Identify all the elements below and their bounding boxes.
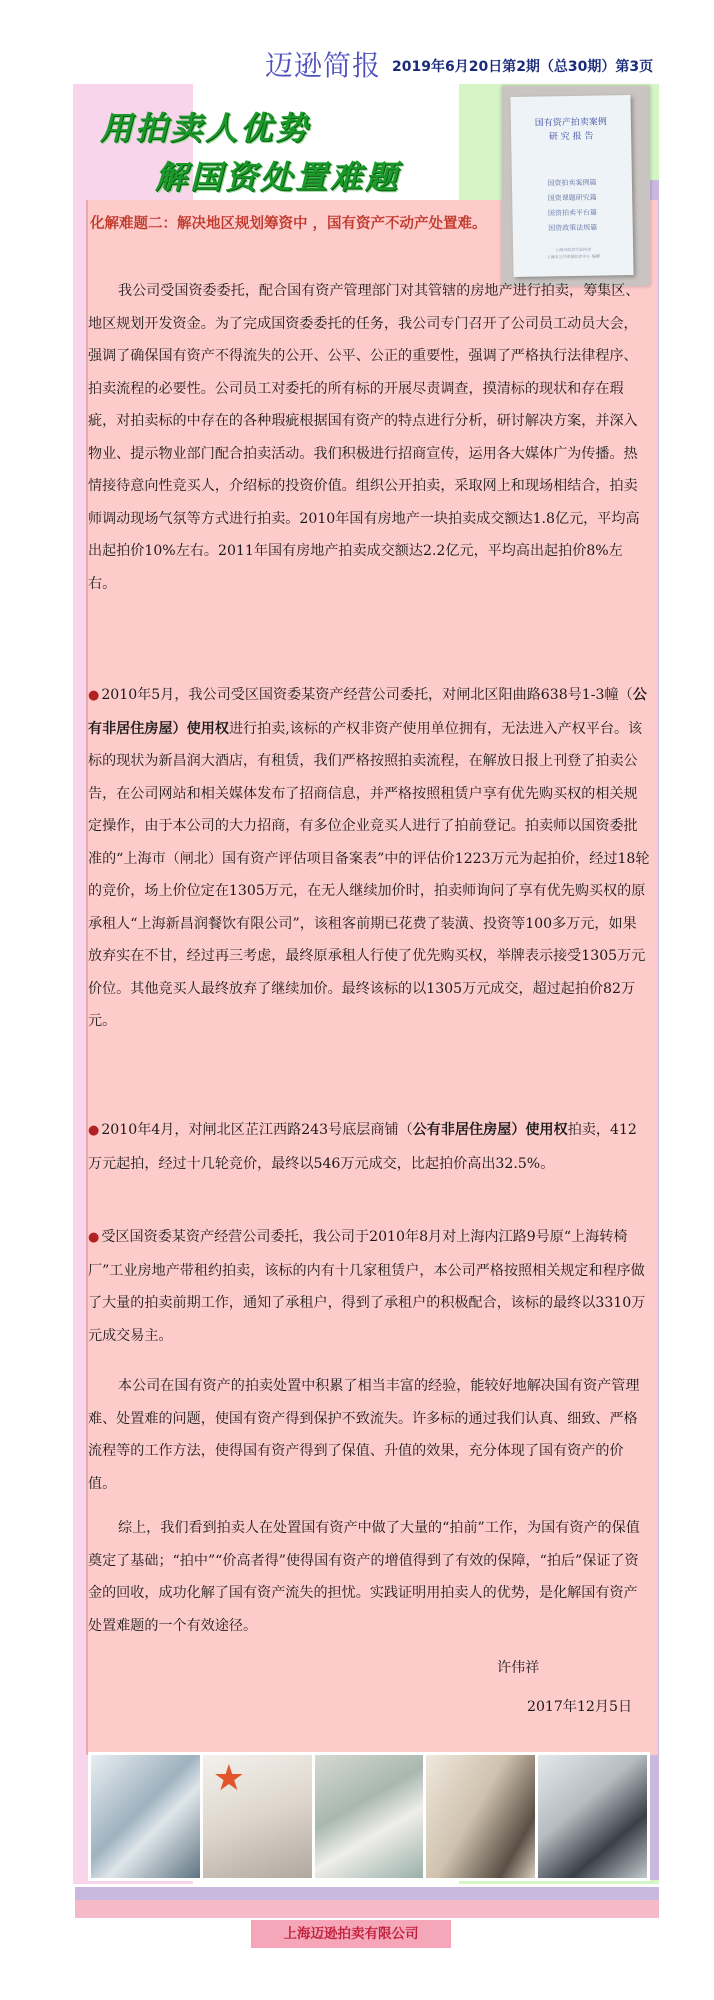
headline-line-1: 用拍卖人优势 <box>100 109 311 147</box>
report-book-photo <box>502 86 650 286</box>
bullet-icon: ● <box>88 688 100 703</box>
section-heading: 化解难题二：解决地区规划筹资中 ，国有资产不动产处置难。 <box>90 215 487 232</box>
bullet-icon: ● <box>88 1230 100 1245</box>
company-name: 上海迈逊拍卖有限公司 <box>251 1920 451 1948</box>
stacked-books-photo <box>91 1755 200 1878</box>
report-title: 国有资产拍卖案例 研 究 报 告 <box>534 117 607 143</box>
starfish-icon: ★ <box>212 1758 246 1799</box>
report-cover <box>510 95 633 277</box>
article-paragraph-3: 综上，我们看到拍卖人在处置国有资产中做了大量的“拍前”工作，为国有资产的保值奠定了基础；“拍中”“价高者得”使得国有资产的增值得到了有效的保障，“拍后”保证了资金的回收，成功化解了国有资产流失的担忧。实践证明用拍卖人的优势，是化解国有资产处置难题的一个有效途径。 <box>88 1520 640 1634</box>
starfish-book-photo <box>203 1755 312 1878</box>
book-spine-photo <box>426 1755 535 1878</box>
photo-strip <box>88 1752 650 1881</box>
report-contents: 国资拍卖案例篇 国资课题研究篇 国资拍卖平台篇 国资政策法规篇 <box>547 178 598 233</box>
case-1: ● 2010年5月，我公司受区国资委某资产经营公司委托，对闸北区阳曲路638号1-3幢（公有非居住房屋）使用权进行拍卖,该标的产权非资产使用单位拥有，无法进入产权平台。该标的现状为新昌润大酒店，有租赁，我们严格按照拍卖流程，在解放日报上刊登了拍卖公告，在公司网站和相关媒体发布了招商信息，并严格按照租赁户享有优先购买权的相关规定操作，由于本公司的大力招商，有多位企业竞买人进行了拍前登记。拍卖师以国资委批准的“上海市（闸北）国有资产评估项目备案表”中的评估价1223万元为起拍价，经过18轮的竞价，场上价位定在1305万元，在无人继续加价时，拍卖师询问了享有优先购买权的原承租人“上海新昌润餐饮有限公司”，该租客前期已花费了装潢、投资等100多万元，如果放弃实在不甘，经过再三考虑，最终原承租人行使了优先购买权，举牌表示接受1305万元价位。其他竞买人最终放弃了继续加价。最终该标的以1305万元成交，超过起拍价82万元。 <box>88 687 650 1029</box>
binder-photo <box>538 1755 647 1878</box>
issue-info: 2019年6月20日第2期（总30期）第3页 <box>392 59 654 75</box>
footer-bar-pink <box>75 1900 659 1918</box>
case-3: ● 受区国资委某资产经营公司委托，我公司于2010年8月对上海内江路9号原“上海转椅厂”工业房地产带租约拍卖，该标的内有十几家租赁户，本公司严格按照相关规定和程序做了大量的拍卖前期工作，通知了承租户，得到了承租户的积极配合，该标的最终以3310万元成交易主。 <box>88 1229 646 1344</box>
article-paragraph-1: 我公司受国资委委托，配合国有资产管理部门对其管辖的房地产进行拍卖，筹集区、地区规划开发资金。为了完成国资委委托的任务，我公司专门召开了公司员工动员大会，强调了确保国有资产不得流失的公开、公平、公正的重要性，强调了严格执行法律程序、拍卖流程的必要性。公司员工对委托的所有标的开展尽责调查，摸清标的现状和存在瑕疵，对拍卖标的中存在的各种瑕疵根据国有资产的特点进行分析，研讨解决方案，并深入物业、提示物业部门配合拍卖活动。我们积极进行招商宣传，运用各大媒体广为传播。热情接待意向性竞买人，介绍标的投资价值。组织公开拍卖，采取网上和现场相结合，拍卖师调动现场气氛等方式进行拍卖。2010年国有房地产一块拍卖成交额达1.8亿元，平均高出起拍价10%左右。2011年国有房地产拍卖成交额达2.2亿元，平均高出起拍价8%左右。 <box>88 283 640 592</box>
report-publisher: 上海市拍卖行业协会 上海市公共资源拍卖中心 编撰 <box>546 246 600 260</box>
brand-title: 迈逊简报 <box>265 49 382 82</box>
bullet-icon: ● <box>88 1123 100 1138</box>
headline-line-2: 解国资处置难题 <box>155 158 401 196</box>
author-name: 许伟祥 <box>497 1660 540 1676</box>
case-2: ● 2010年4月，对闸北区芷江西路243号底层商铺（公有非居住房屋）使用权拍卖，412万元起拍，经过十几轮竞价，最终以546万元成交，比起拍价高出32.5%。 <box>88 1122 637 1172</box>
open-book-photo <box>315 1755 424 1878</box>
article-paragraph-2: 本公司在国有资产的拍卖处置中积累了相当丰富的经验，能较好地解决国有资产管理难、处置难的问题，使国有资产得到保护不致流失。许多标的通过我们认真、细致、严格流程等的工作方法，使得国有资产得到了保值、升值的效果，充分体现了国有资产的价值。 <box>88 1378 640 1492</box>
article-date: 2017年12月5日 <box>527 1699 633 1715</box>
